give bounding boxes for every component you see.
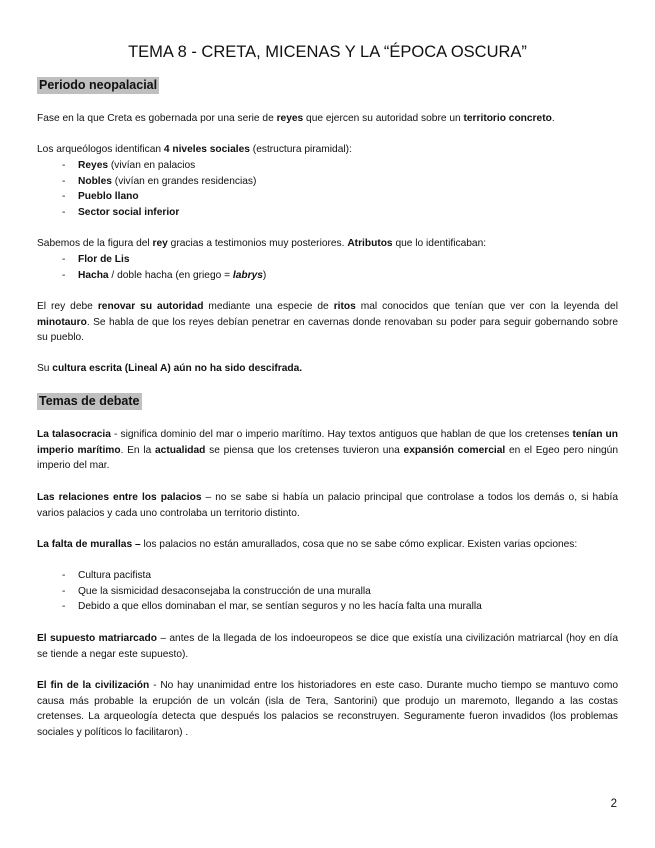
section-heading-debate: Temas de debate — [39, 394, 140, 408]
social-levels-list — [62, 158, 256, 220]
list-item: - Reyes (vivían en palacios — [62, 158, 256, 174]
paragraph-fase: Fase en la que Creta es gobernada por una serie de reyes que ejercen su autoridad sobre un territorio concreto. — [37, 113, 555, 124]
list-item: - Flor de Lis — [62, 252, 266, 268]
options-list — [62, 568, 482, 615]
list-item: - Pueblo llano — [62, 189, 256, 205]
attributes-list — [62, 252, 266, 283]
section-heading-neopalacial: Periodo neopalacial — [39, 78, 158, 92]
paragraph-rey: Sabemos de la figura del rey gracias a testimonios muy posteriores. Atributos que lo identificaban: — [37, 238, 487, 249]
paragraph-fin-civilizacion: El fin de la civilización - No hay unanimidad entre los historiadores en este caso. Durante mucho tiempo se mantuvo como causa más probable la erupción de un volcán (isla de Tera, Santorini) que produjo un maremoto, llegando a las costas cretenses. La arqueología detecta que después los palacios se reconstruyen. Seguramente fueron invadidos (los problemas sociales y políticos lo facilitaron) . — [37, 680, 618, 738]
page-title: TEMA 8 - CRETA, MICENAS Y LA “ÉPOCA OSCURA” — [128, 43, 527, 61]
page-number: 2 — [610, 798, 617, 810]
paragraph-niveles: Los arqueólogos identifican 4 niveles sociales (estructura piramidal): — [37, 144, 352, 155]
paragraph-matriarcado: El supuesto matriarcado – antes de la llegada de los indoeuropeos se dice que existía una civilización matriarcal (hoy en día se tiende a negar este supuesto). — [37, 633, 618, 660]
paragraph-relaciones: Las relaciones entre los palacios – no se sabe si había un palacio principal que controlase a todos los demás o, si había varios palacios y cada uno controlaba un territorio distinto. — [37, 492, 618, 519]
list-item: - Hacha / doble hacha (en griego = labrys) — [62, 268, 266, 284]
paragraph-renovar: El rey debe renovar su autoridad mediante una especie de ritos mal conocidos que tenían que ver con la leyenda del minotauro. Se habla de que los reyes debían penetrar en cavernas donde renovaban su poder para seguir gobernando sobre su pueblo. — [37, 301, 618, 344]
list-item: - Debido a que ellos dominaban el mar, se sentían seguros y no les hacía falta una muralla — [62, 599, 482, 615]
paragraph-murallas: La falta de murallas – los palacios no están amurallados, cosa que no se sabe cómo explicar. Existen varias opciones: — [37, 539, 578, 550]
paragraph-lineal-a: Su cultura escrita (Lineal A) aún no ha sido descifrada. — [37, 363, 303, 374]
list-item: - Cultura pacifista — [62, 568, 482, 584]
paragraph-talasocracia: La talasocracia - significa dominio del mar o imperio marítimo. Hay textos antiguos que hablan de que los cretenses tenían un imperio marítimo. En la actualidad se piensa que los cretenses tuvieron una expansión comercial en el Egeo pero ningún imperio del mar. — [37, 429, 618, 472]
list-item: - Que la sismicidad desaconsejaba la construcción de una muralla — [62, 584, 482, 600]
list-item: - Sector social inferior — [62, 205, 256, 221]
list-item: - Nobles (vivían en grandes residencias) — [62, 174, 256, 190]
